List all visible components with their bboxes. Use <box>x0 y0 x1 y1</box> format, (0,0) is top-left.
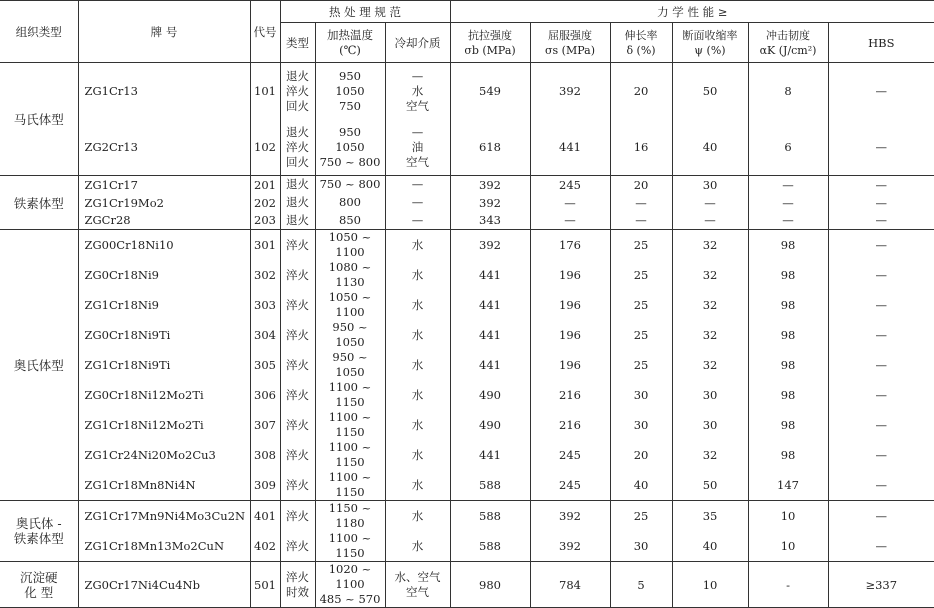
cool-cell: 水 <box>385 230 450 261</box>
code-cell: 202 <box>250 194 280 212</box>
tensile-cell: 588 <box>450 501 530 532</box>
cool-cell: 水 <box>385 410 450 440</box>
header-yield: 屈服强度 σs (MPa) <box>530 23 610 63</box>
reduction-cell: 50 <box>672 63 748 120</box>
grade-cell: ZG1Cr17 <box>78 176 250 194</box>
reduction-cell: 35 <box>672 501 748 532</box>
temp-cell: 1100 ~ 1150 <box>315 440 385 470</box>
reduction-cell: 32 <box>672 260 748 290</box>
impact-cell: 98 <box>748 260 828 290</box>
temp-cell: 1020 ~ 1100 485 ~ 570 <box>315 562 385 608</box>
header-hbs: HBS <box>828 23 934 63</box>
yield-cell: 245 <box>530 440 610 470</box>
yield-cell: 196 <box>530 290 610 320</box>
elongation-cell: 25 <box>610 320 672 350</box>
grade-cell: ZG0Cr18Ni9Ti <box>78 320 250 350</box>
reduction-cell: 50 <box>672 470 748 501</box>
yield-cell: 784 <box>530 562 610 608</box>
temp-cell: 950 ~ 1050 <box>315 350 385 380</box>
cool-cell: — 水 空气 <box>385 63 450 120</box>
elongation-cell: 25 <box>610 501 672 532</box>
header-code: 代号 <box>250 1 280 63</box>
cool-cell: 水 <box>385 260 450 290</box>
type-cell: 淬火 <box>280 290 315 320</box>
code-cell: 101 <box>250 63 280 120</box>
yield-cell: 245 <box>530 176 610 194</box>
hbs-cell: — <box>828 440 934 470</box>
table-row <box>0 290 934 320</box>
temp-cell: 1100 ~ 1150 <box>315 380 385 410</box>
code-cell: 301 <box>250 230 280 261</box>
cool-cell: 水 <box>385 320 450 350</box>
code-cell: 402 <box>250 531 280 562</box>
tensile-cell: 441 <box>450 290 530 320</box>
grade-cell: ZG1Cr18Ni12Mo2Ti <box>78 410 250 440</box>
yield-cell: 196 <box>530 350 610 380</box>
hbs-cell: — <box>828 320 934 350</box>
impact-cell: — <box>748 212 828 230</box>
hbs-cell: — <box>828 212 934 230</box>
impact-cell: 98 <box>748 380 828 410</box>
elongation-cell: 25 <box>610 290 672 320</box>
grade-cell: ZG1Cr17Mn9Ni4Mo3Cu2N <box>78 501 250 532</box>
reduction-cell: 32 <box>672 230 748 261</box>
temp-cell: 950 1050 750 <box>315 63 385 120</box>
reduction-cell: 30 <box>672 176 748 194</box>
reduction-cell: 32 <box>672 320 748 350</box>
tensile-cell: 549 <box>450 63 530 120</box>
table-row <box>0 212 934 230</box>
temp-cell: 1080 ~ 1130 <box>315 260 385 290</box>
grade-cell: ZG1Cr18Ni9 <box>78 290 250 320</box>
type-cell: 淬火 <box>280 501 315 532</box>
reduction-cell: — <box>672 212 748 230</box>
temp-cell: 1100 ~ 1150 <box>315 410 385 440</box>
cool-cell: 水 <box>385 380 450 410</box>
temp-cell: 1150 ~ 1180 <box>315 501 385 532</box>
impact-cell: 98 <box>748 230 828 261</box>
header-type: 类型 <box>280 23 315 63</box>
impact-cell: 147 <box>748 470 828 501</box>
elongation-cell: 25 <box>610 260 672 290</box>
hbs-cell: — <box>828 350 934 380</box>
hbs-cell: ≥337 <box>828 562 934 608</box>
reduction-cell: 32 <box>672 440 748 470</box>
type-cell: 退火 <box>280 212 315 230</box>
grade-cell: ZG1Cr18Mn13Mo2CuN <box>78 531 250 562</box>
code-cell: 307 <box>250 410 280 440</box>
grade-cell: ZG1Cr13 <box>78 63 250 120</box>
temp-cell: 950 ~ 1050 <box>315 320 385 350</box>
grade-cell: ZG00Cr18Ni10 <box>78 230 250 261</box>
reduction-cell: 10 <box>672 562 748 608</box>
tensile-cell: 392 <box>450 230 530 261</box>
yield-cell: — <box>530 212 610 230</box>
category-cell: 沉淀硬 化 型 <box>0 562 78 608</box>
reduction-cell: 40 <box>672 531 748 562</box>
header-impact: 冲击韧度 αK (J/cm²) <box>748 23 828 63</box>
header-tensile: 抗拉强度 σb (MPa) <box>450 23 530 63</box>
hbs-cell: — <box>828 194 934 212</box>
elongation-cell: 20 <box>610 63 672 120</box>
elongation-cell: 30 <box>610 380 672 410</box>
code-cell: 309 <box>250 470 280 501</box>
code-cell: 203 <box>250 212 280 230</box>
tensile-cell: 618 <box>450 119 530 176</box>
hbs-cell: — <box>828 119 934 176</box>
reduction-cell: 32 <box>672 290 748 320</box>
table-row <box>0 350 934 380</box>
header-category: 组织类型 <box>0 1 78 63</box>
grade-cell: ZG1Cr18Mn8Ni4N <box>78 470 250 501</box>
table-row <box>0 562 934 608</box>
tensile-cell: 392 <box>450 194 530 212</box>
grade-cell: ZG0Cr18Ni12Mo2Ti <box>78 380 250 410</box>
yield-cell: — <box>530 194 610 212</box>
table-row <box>0 531 934 562</box>
temp-cell: 850 <box>315 212 385 230</box>
hbs-cell: — <box>828 531 934 562</box>
table-row <box>0 440 934 470</box>
category-cell: 奥氏体 - 铁素体型 <box>0 501 78 562</box>
reduction-cell: 32 <box>672 350 748 380</box>
header-grade: 牌 号 <box>78 1 250 63</box>
cool-cell: 水 <box>385 290 450 320</box>
type-cell: 淬火 <box>280 260 315 290</box>
temp-cell: 1100 ~ 1150 <box>315 531 385 562</box>
grade-cell: ZG1Cr19Mo2 <box>78 194 250 212</box>
temp-cell: 950 1050 750 ~ 800 <box>315 119 385 176</box>
grade-cell: ZG1Cr18Ni9Ti <box>78 350 250 380</box>
code-cell: 305 <box>250 350 280 380</box>
yield-cell: 216 <box>530 380 610 410</box>
elongation-cell: 16 <box>610 119 672 176</box>
yield-cell: 196 <box>530 320 610 350</box>
grade-cell: ZG2Cr13 <box>78 119 250 176</box>
type-cell: 退火 <box>280 176 315 194</box>
tensile-cell: 588 <box>450 470 530 501</box>
elongation-cell: 25 <box>610 350 672 380</box>
cool-cell: 水 <box>385 531 450 562</box>
grade-cell: ZGCr28 <box>78 212 250 230</box>
cool-cell: 水 <box>385 470 450 501</box>
cool-cell: — <box>385 212 450 230</box>
header-elongation: 伸长率 δ (%) <box>610 23 672 63</box>
elongation-cell: 25 <box>610 230 672 261</box>
elongation-cell: 20 <box>610 176 672 194</box>
impact-cell: 98 <box>748 410 828 440</box>
code-cell: 501 <box>250 562 280 608</box>
header-temp: 加热温度 (℃) <box>315 23 385 63</box>
type-cell: 退火 淬火 回火 <box>280 63 315 120</box>
cool-cell: 水 <box>385 501 450 532</box>
elongation-cell: 20 <box>610 440 672 470</box>
hbs-cell: — <box>828 470 934 501</box>
reduction-cell: 30 <box>672 380 748 410</box>
hbs-cell: — <box>828 63 934 120</box>
impact-cell: 10 <box>748 531 828 562</box>
tensile-cell: 980 <box>450 562 530 608</box>
type-cell: 淬火 <box>280 320 315 350</box>
grade-cell: ZG0Cr18Ni9 <box>78 260 250 290</box>
grade-cell: ZG1Cr24Ni20Mo2Cu3 <box>78 440 250 470</box>
impact-cell: 8 <box>748 63 828 120</box>
impact-cell: 10 <box>748 501 828 532</box>
tensile-cell: 343 <box>450 212 530 230</box>
category-cell: 马氏体型 <box>0 63 78 176</box>
reduction-cell: 40 <box>672 119 748 176</box>
table-row <box>0 320 934 350</box>
tensile-cell: 490 <box>450 380 530 410</box>
code-cell: 201 <box>250 176 280 194</box>
table-row <box>0 501 934 532</box>
header-group-heat: 热 处 理 规 范 <box>280 1 450 23</box>
hbs-cell: — <box>828 380 934 410</box>
impact-cell: — <box>748 176 828 194</box>
table-row <box>0 260 934 290</box>
tensile-cell: 441 <box>450 440 530 470</box>
type-cell: 淬火 时效 <box>280 562 315 608</box>
type-cell: 退火 <box>280 194 315 212</box>
category-cell: 铁素体型 <box>0 176 78 230</box>
yield-cell: 392 <box>530 501 610 532</box>
table-row <box>0 63 934 120</box>
tensile-cell: 490 <box>450 410 530 440</box>
table-row <box>0 176 934 194</box>
elongation-cell: — <box>610 212 672 230</box>
temp-cell: 750 ~ 800 <box>315 176 385 194</box>
tensile-cell: 441 <box>450 350 530 380</box>
impact-cell: 6 <box>748 119 828 176</box>
grade-cell: ZG0Cr17Ni4Cu4Nb <box>78 562 250 608</box>
cool-cell: 水、空气 空气 <box>385 562 450 608</box>
elongation-cell: 30 <box>610 410 672 440</box>
reduction-cell: — <box>672 194 748 212</box>
cool-cell: 水 <box>385 350 450 380</box>
temp-cell: 1100 ~ 1150 <box>315 470 385 501</box>
type-cell: 退火 淬火 回火 <box>280 119 315 176</box>
cool-cell: 水 <box>385 440 450 470</box>
hbs-cell: — <box>828 230 934 261</box>
yield-cell: 392 <box>530 63 610 120</box>
reduction-cell: 30 <box>672 410 748 440</box>
temp-cell: 800 <box>315 194 385 212</box>
impact-cell: 98 <box>748 440 828 470</box>
header-cool: 冷却介质 <box>385 23 450 63</box>
category-cell: 奥氏体型 <box>0 230 78 501</box>
hbs-cell: — <box>828 290 934 320</box>
type-cell: 淬火 <box>280 470 315 501</box>
hbs-cell: — <box>828 260 934 290</box>
code-cell: 308 <box>250 440 280 470</box>
code-cell: 302 <box>250 260 280 290</box>
code-cell: 304 <box>250 320 280 350</box>
yield-cell: 392 <box>530 531 610 562</box>
code-cell: 102 <box>250 119 280 176</box>
cool-cell: — <box>385 176 450 194</box>
type-cell: 淬火 <box>280 230 315 261</box>
elongation-cell: 5 <box>610 562 672 608</box>
impact-cell: — <box>748 194 828 212</box>
elongation-cell: 30 <box>610 531 672 562</box>
table-row <box>0 380 934 410</box>
type-cell: 淬火 <box>280 440 315 470</box>
impact-cell: - <box>748 562 828 608</box>
hbs-cell: — <box>828 176 934 194</box>
code-cell: 306 <box>250 380 280 410</box>
code-cell: 401 <box>250 501 280 532</box>
code-cell: 303 <box>250 290 280 320</box>
impact-cell: 98 <box>748 320 828 350</box>
elongation-cell: 40 <box>610 470 672 501</box>
elongation-cell: — <box>610 194 672 212</box>
temp-cell: 1050 ~ 1100 <box>315 290 385 320</box>
table-row <box>0 230 934 261</box>
impact-cell: 98 <box>748 350 828 380</box>
tensile-cell: 392 <box>450 176 530 194</box>
cool-cell: — <box>385 194 450 212</box>
header-group-mechanical: 力 学 性 能 ≥ <box>450 1 934 23</box>
tensile-cell: 441 <box>450 320 530 350</box>
tensile-cell: 588 <box>450 531 530 562</box>
cool-cell: — 油 空气 <box>385 119 450 176</box>
tensile-cell: 441 <box>450 260 530 290</box>
type-cell: 淬火 <box>280 410 315 440</box>
yield-cell: 176 <box>530 230 610 261</box>
table-row <box>0 194 934 212</box>
table-row <box>0 410 934 440</box>
type-cell: 淬火 <box>280 350 315 380</box>
impact-cell: 98 <box>748 290 828 320</box>
temp-cell: 1050 ~ 1100 <box>315 230 385 261</box>
header-reduction: 断面收缩率 ψ (%) <box>672 23 748 63</box>
yield-cell: 441 <box>530 119 610 176</box>
yield-cell: 196 <box>530 260 610 290</box>
type-cell: 淬火 <box>280 531 315 562</box>
hbs-cell: — <box>828 410 934 440</box>
yield-cell: 216 <box>530 410 610 440</box>
table-row <box>0 119 934 176</box>
hbs-cell: — <box>828 501 934 532</box>
table-row <box>0 470 934 501</box>
yield-cell: 245 <box>530 470 610 501</box>
type-cell: 淬火 <box>280 380 315 410</box>
